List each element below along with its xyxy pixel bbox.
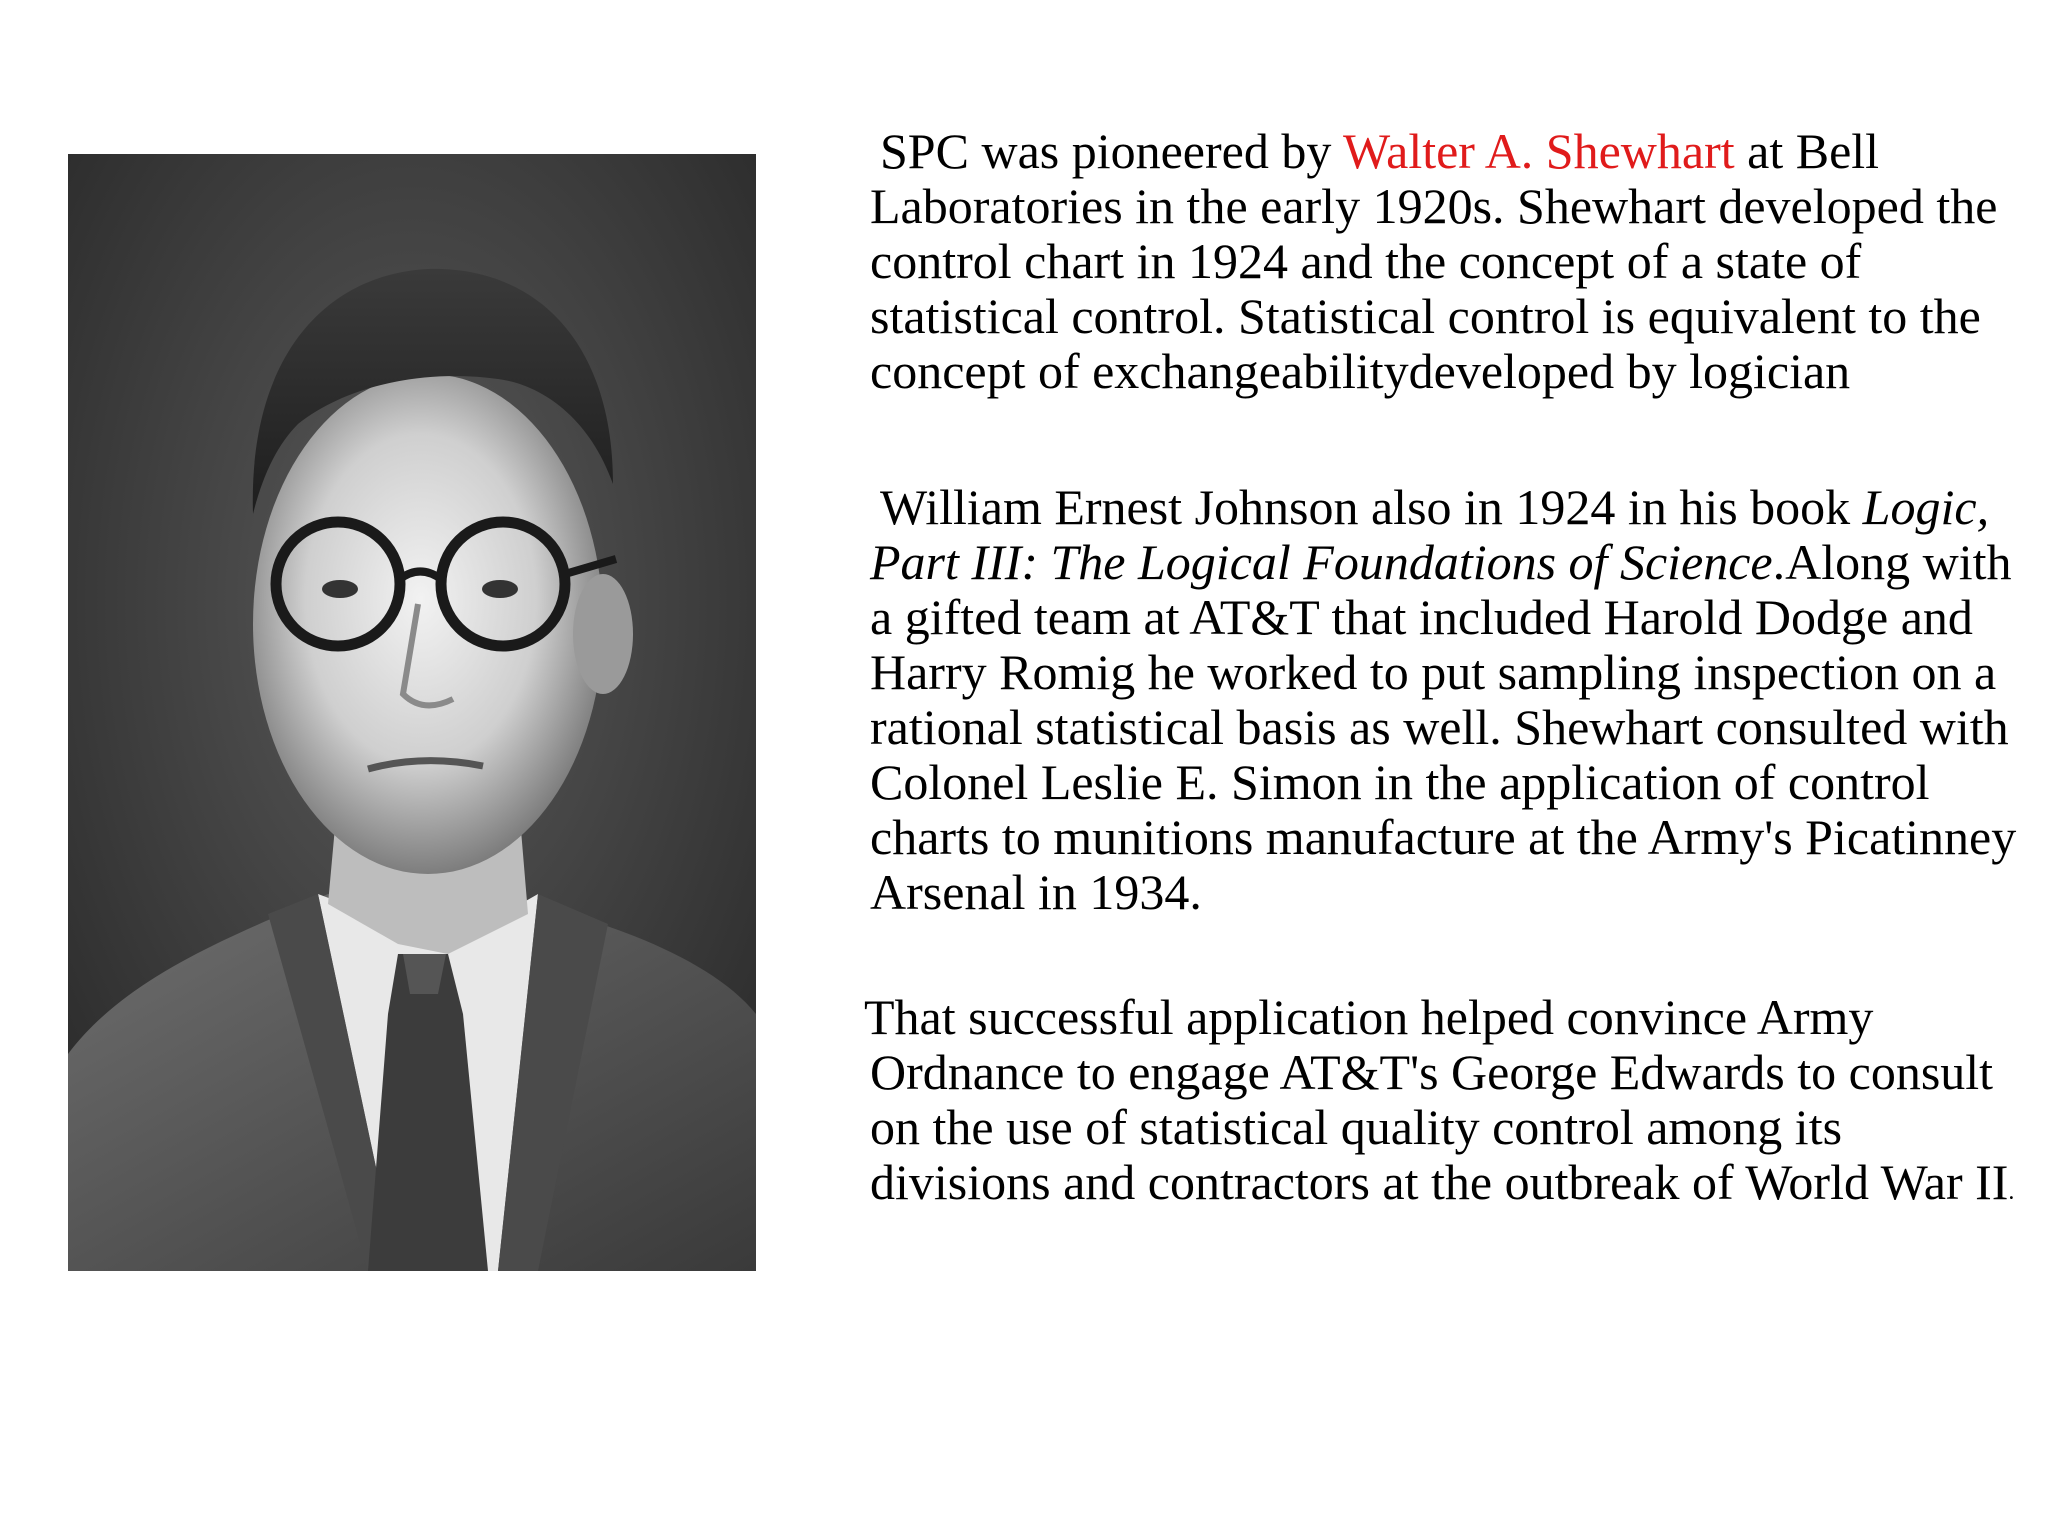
paragraph1-rest: at Bell Laboratories in the early 1920s. Shewhart developed the control chart in 1924 and the concept of a state of statistical control. Statistical control is equivalent to the concept of exchangeabilitydeveloped by logician xyxy=(870,123,1998,399)
paragraph2-rest: .Along with a gifted team at AT&T that included Harold Dodge and Harry Romig he worked to put sampling inspection on a rational statistical basis as well. Shewhart consulted with Colonel Leslie E. Simon in the application of control charts to munitions manufacture at the Army's Picatinney Arsenal in 1934. xyxy=(870,534,2017,920)
paragraph-johnson xyxy=(870,480,2020,920)
portrait-image xyxy=(68,154,756,1271)
paragraph3-end-mark: . xyxy=(2008,1179,2015,1205)
paragraph-army-ordnance xyxy=(864,989,2020,1220)
paragraph1-lead: SPC was pioneered by xyxy=(880,123,1343,179)
book-title: Logic, Part III: The Logical Foundations of Science xyxy=(870,479,1990,590)
portrait-photo xyxy=(68,154,756,1271)
paragraph2-lead: William Ernest Johnson also in 1924 in his book xyxy=(880,479,1863,535)
paragraph-shewhart-intro xyxy=(870,124,2020,399)
paragraph3-text: That successful application helped convince Army Ordnance to engage AT&T's George Edwards to consult on the use of statistical quality control among its divisions and contractors at the outbreak of World War II xyxy=(864,989,2009,1210)
body-text xyxy=(864,123,2020,1220)
shewhart-name-highlight: Walter A. Shewhart xyxy=(1342,123,1735,179)
